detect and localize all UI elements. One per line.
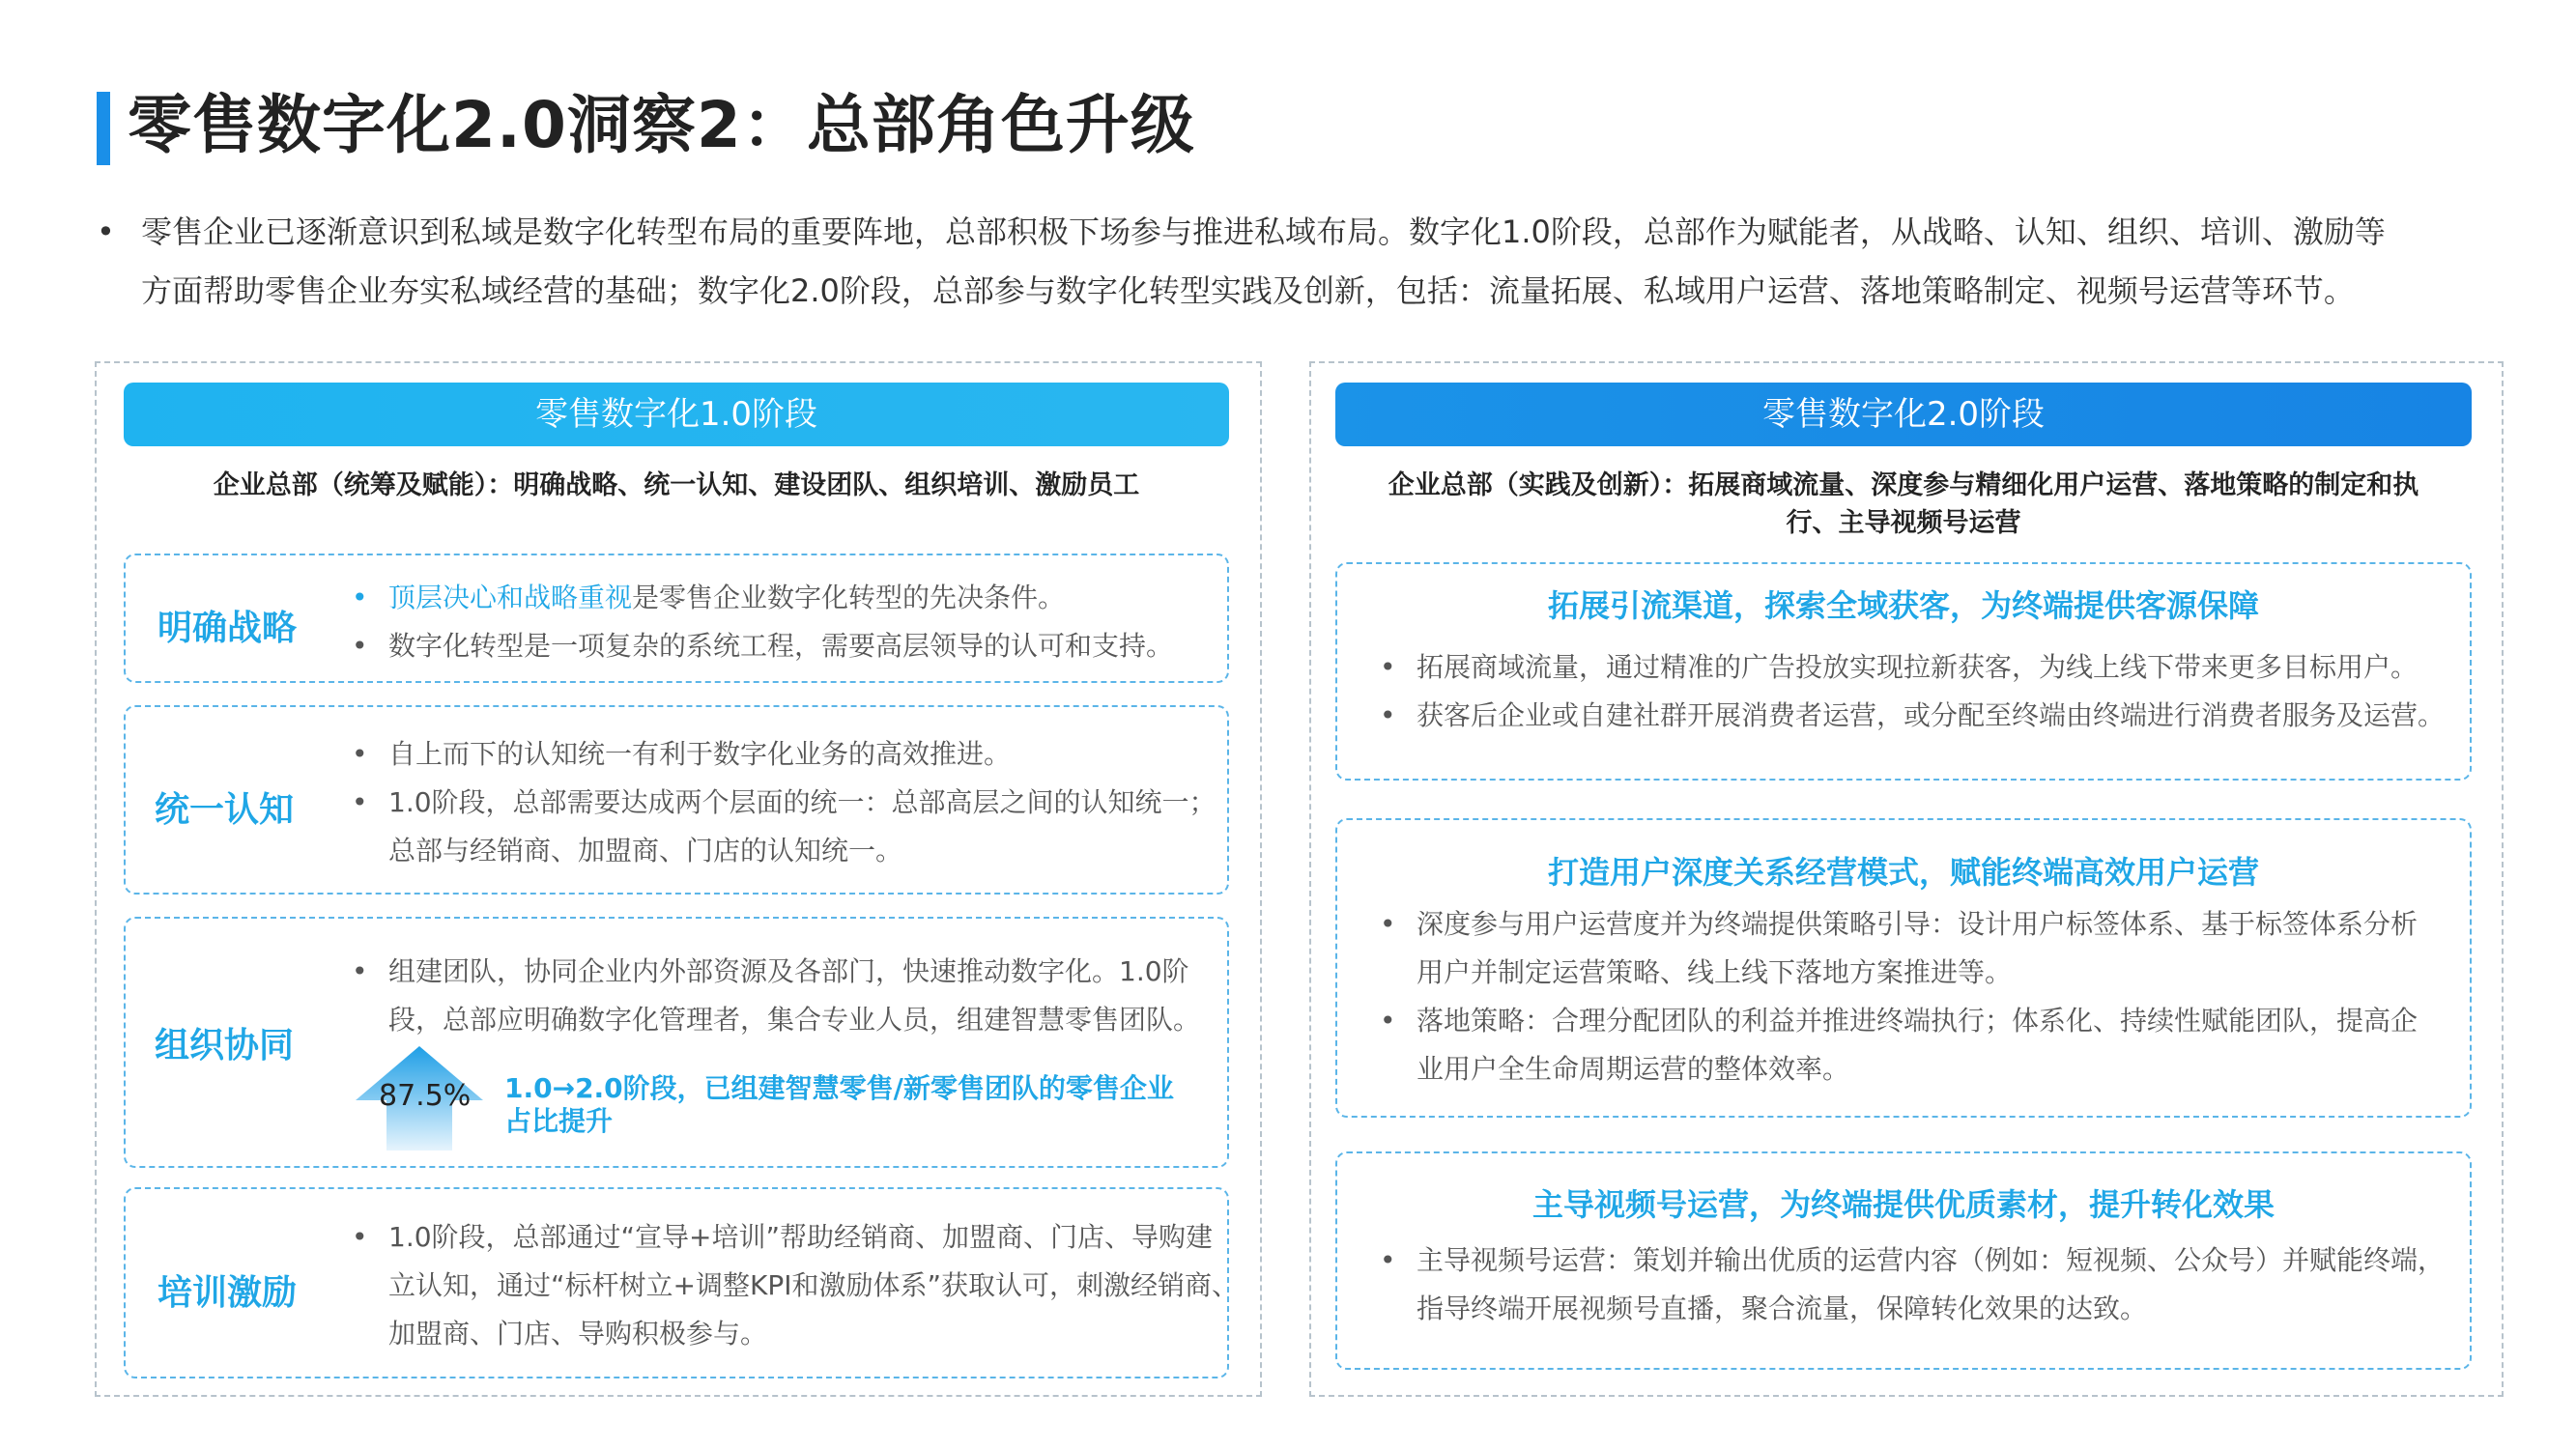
- arrow-value: 87.5%: [379, 1079, 472, 1113]
- bullet-dot: •: [352, 955, 368, 987]
- bullet-dot: •: [1380, 651, 1396, 683]
- arrow-caption: 1.0→2.0阶段，已组建智慧零售/新零售团队的零售企业 占比提升: [504, 1072, 1174, 1137]
- page-title: 零售数字化2.0洞察2：总部角色升级: [128, 88, 1195, 162]
- intro-paragraph: [97, 203, 2512, 321]
- list-item: • 落地策略：合理分配团队的利益并推进终端执行；体系化、持续性赋能团队，提高企 业用户全生命周期运营的整体效率。: [1380, 997, 2452, 1094]
- bullet-dot: •: [1380, 699, 1396, 731]
- intro-line-1: 零售企业已逐渐意识到私域是数字化转型布局的重要阵地，总部积极下场参与推进私域布局。数字化1.0阶段，总部作为赋能者，从战略、认知、组织、培训、激励等: [141, 213, 2386, 250]
- list-item: • 顶层决心和战略重视是零售企业数字化转型的先决条件。: [352, 574, 1202, 622]
- cognition-label: 统一认知: [155, 790, 295, 830]
- list-item: • 数字化转型是一项复杂的系统工程，需要高层领导的认可和支持。: [352, 622, 1202, 670]
- user-ops-box-title: 打造用户深度关系经营模式，赋能终端高效用户运营: [1547, 854, 2259, 891]
- list-item: • 深度参与用户运营度并为终端提供策略引导：设计用户标签体系、基于标签体系分析 用户并制定运营策略、线上线下落地方案推进等。: [1380, 900, 2452, 997]
- bullet-dot: •: [1380, 1005, 1396, 1037]
- list-item: • 获客后企业或自建社群开展消费者运营，或分配至终端由终端进行消费者服务及运营。: [1380, 692, 2452, 740]
- list-item: • 1.0阶段，总部通过“宣导+培训”帮助经销商、加盟商、门店、导购建 立认知，通过“标杆树立+调整KPI和激励体系”获取认可，刺激经销商、 加盟商、门店、导购积极参与。: [352, 1213, 1212, 1358]
- bullet-dot: •: [352, 630, 368, 662]
- highlight-text: 顶层决心和战略重视: [388, 582, 633, 613]
- list-item: • 组建团队，协同企业内外部资源及各部门，快速推动数字化。1.0阶 段，总部应明确数字化管理者，集合专业人员，组建智慧零售团队。: [352, 948, 1202, 1044]
- intro-bullet: •: [97, 213, 115, 250]
- bullet-dot: •: [352, 738, 368, 770]
- bullet-dot: •: [352, 786, 368, 818]
- list-item: • 自上而下的认知统一有利于数字化业务的高效推进。: [352, 730, 1202, 779]
- list-item: • 主导视频号运营：策划并输出优质的运营内容（例如：短视频、公众号）并赋能终端， 指导终端开展视频号直播，聚合流量，保障转化效果的达致。: [1380, 1236, 2452, 1333]
- bullet-dot: •: [1380, 1244, 1396, 1276]
- right-stage-header: 零售数字化2.0阶段: [1335, 383, 2472, 446]
- right-stage-subtitle: 企业总部（实践及创新）：拓展商域流量、深度参与精细化用户运营、落地策略的制定和执 行、主导视频号运营: [1388, 470, 2419, 538]
- organization-label: 组织协同: [155, 1026, 295, 1065]
- intro-line-2: 方面帮助零售企业夯实私域经营的基础；数字化2.0阶段，总部参与数字化转型实践及创新，包括：流量拓展、私域用户运营、落地策略制定、视频号运营等环节。: [141, 272, 2355, 309]
- list-item: • 1.0阶段，总部需要达成两个层面的统一：总部高层之间的认知统一； 总部与经销商、加盟商、门店的认知统一。: [352, 779, 1202, 875]
- video-box-title: 主导视频号运营，为终端提供优质素材，提升转化效果: [1531, 1186, 2275, 1223]
- bullet-dot: •: [352, 1221, 368, 1253]
- list-item: • 拓展商域流量，通过精准的广告投放实现拉新获客，为线上线下带来更多目标用户。: [1380, 643, 2452, 692]
- training-label: 培训激励: [157, 1273, 298, 1313]
- strategy-label: 明确战略: [157, 609, 298, 648]
- left-stage-header: 零售数字化1.0阶段: [124, 383, 1229, 446]
- bullet-dot: •: [352, 582, 368, 613]
- traffic-box-title: 拓展引流渠道，探索全域获客，为终端提供客源保障: [1547, 587, 2259, 624]
- title-accent-bar: [97, 92, 110, 165]
- bullet-dot: •: [1380, 908, 1396, 940]
- left-stage-subtitle: 企业总部（统筹及赋能）：明确战略、统一认知、建设团队、组织培训、激励员工: [213, 470, 1140, 500]
